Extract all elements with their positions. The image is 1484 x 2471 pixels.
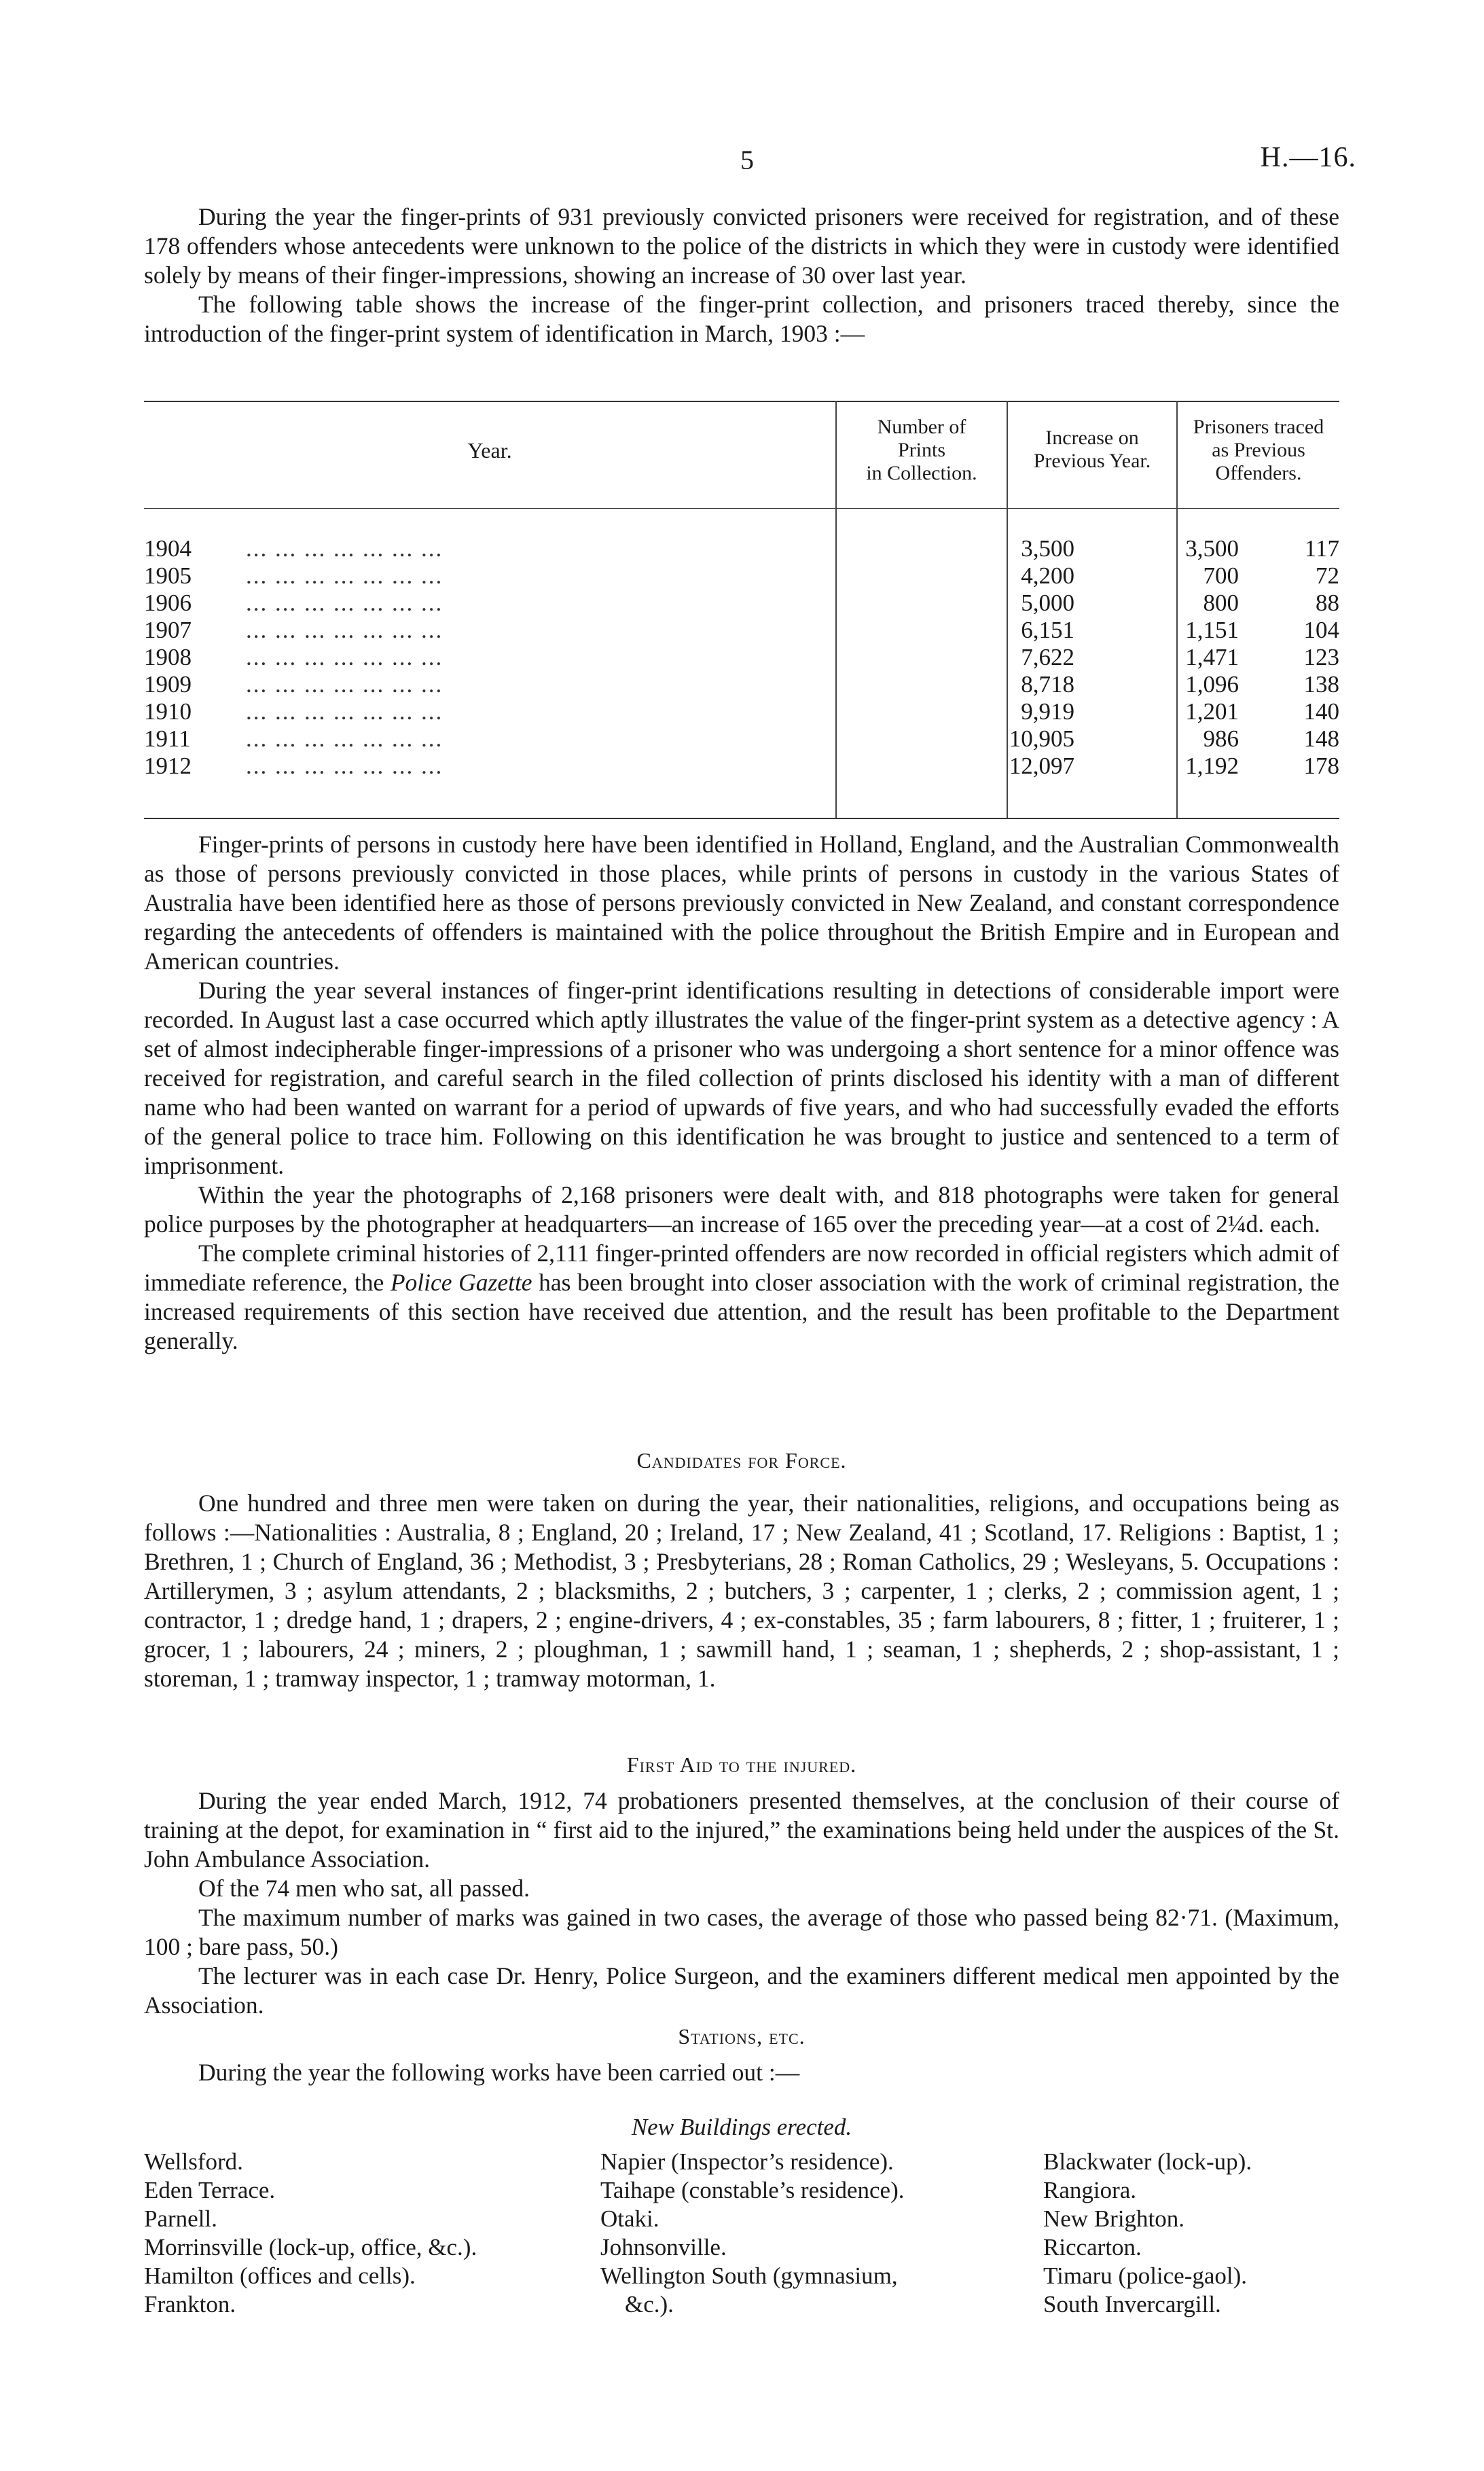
list-item: Johnsonville.: [600, 2234, 727, 2260]
cell-leader-dots: ... ... ... ... ... ... ...: [246, 590, 444, 616]
buildings-column-1: [144, 2148, 477, 2319]
table-row: [144, 562, 1339, 591]
cell-leader-dots: ... ... ... ... ... ... ...: [246, 753, 444, 779]
intro-paragraph-1: During the year the finger-prints of 931 previously convicted prisoners were received for registration, and of these 178 offenders whose antecedents were unknown to the police of the districts in which they were in custody were identified solely by means of their finger-impressions, showing an increase of 30 over last year.: [144, 203, 1339, 289]
heading-candidates: Candidates for Force.: [636, 1448, 847, 1473]
paragraph-detection: During the year several instances of finger-print identifications resulting in detections of considerable import were recorded. In August last a case occurred which aptly illustrates the value of the finger-print system as a detective agency : A set of almost indecipherable finger-impressions of a prisoner who was undergoing a short sentence for a minor offence was received for registration, and careful search in the filed collection of prints disclosed his identity with a man of different name who had been wanted on warrant for a period of upwards of five years, and who had successfully evaded the efforts of the general police to trace him. Following on this identification he was brought to justice and sentenced to a term of imprisonment.: [144, 977, 1339, 1179]
intro-section: [144, 202, 1339, 348]
list-item: Wellsford.: [144, 2148, 243, 2175]
buildings-column-2: [600, 2148, 904, 2319]
cell-year: 1911: [144, 725, 191, 752]
list-item: New Brighton.: [1043, 2205, 1185, 2232]
paragraph-overseas: Finger-prints of persons in custody here have been identified in Holland, England, and the Australian Commonwealth as those of persons previously convicted in those places, while prints of persons in custody in the various States of Australia have been identified here as those of persons previously convicted in New Zealand, and constant correspondence regarding the antecedents of offenders is maintained with the police throughout the British Empire and in European and American countries.: [144, 831, 1339, 975]
cell-year: 1909: [144, 671, 192, 698]
heading-stations: Stations, etc.: [678, 2024, 806, 2049]
cell-year: 1910: [144, 698, 192, 725]
table-row: [144, 590, 1339, 618]
cell-traced: 117: [1304, 535, 1339, 562]
cell-prints: 4,200: [1021, 562, 1074, 589]
cell-traced: 72: [1316, 562, 1339, 589]
header-prints: Number of Prints in Collection.: [866, 416, 977, 484]
subheading-new-buildings: New Buildings erected.: [631, 2114, 852, 2140]
cell-traced: 123: [1303, 644, 1339, 670]
cell-leader-dots: ... ... ... ... ... ... ...: [246, 644, 444, 670]
first-aid-paragraph-1: During the year ended March, 1912, 74 probationers presented themselves, at the conclusion of their course of training at the depot, for examination in “ first aid to the injured,” the examinations being held under the auspices of the St. John Ambulance Association.: [144, 1787, 1339, 1873]
cell-leader-dots: ... ... ... ... ... ... ...: [246, 725, 444, 752]
cell-increase: 700: [1203, 562, 1239, 589]
table-row: [144, 617, 1339, 645]
cell-prints: 8,718: [1021, 671, 1074, 698]
cell-prints: 7,622: [1021, 644, 1074, 670]
cell-increase: 800: [1203, 590, 1239, 616]
table-header-rule: [144, 508, 1339, 509]
list-item: &c.).: [625, 2291, 674, 2317]
list-item: Eden Terrace.: [144, 2177, 276, 2203]
table-top-rule: [144, 401, 1339, 402]
stations-intro: During the year the following works have been carried out :—: [198, 2059, 800, 2086]
list-item: Parnell.: [144, 2205, 217, 2232]
fingerprint-table: [144, 401, 1339, 822]
candidates-section: [144, 1489, 1339, 1693]
list-item: Wellington South (gymnasium,: [600, 2262, 898, 2289]
header-traced: Prisoners traced as Previous Offenders.: [1193, 416, 1324, 484]
identification-section: [144, 830, 1339, 1356]
list-item: Frankton.: [144, 2291, 236, 2317]
cell-increase: 3,500: [1185, 535, 1239, 562]
buildings-column-3: [1043, 2148, 1252, 2319]
cell-year: 1905: [144, 562, 192, 589]
cell-increase: 1,201: [1185, 698, 1239, 725]
cell-prints: 3,500: [1021, 535, 1074, 562]
table-row: [144, 535, 1339, 564]
list-item: Morrinsville (lock-up, office, &c.).: [144, 2234, 477, 2260]
cell-leader-dots: ... ... ... ... ... ... ...: [246, 535, 444, 562]
list-item: Blackwater (lock-up).: [1043, 2148, 1252, 2175]
cell-year: 1904: [144, 535, 192, 562]
header-increase: Increase on Previous Year.: [1033, 427, 1151, 472]
cell-year: 1906: [144, 590, 192, 616]
list-item: Taihape (constable’s residence).: [600, 2177, 905, 2203]
list-item: Timaru (police-gaol).: [1043, 2262, 1248, 2289]
table-row: [144, 725, 1339, 754]
document-reference: H.—16.: [1260, 142, 1356, 173]
cell-leader-dots: ... ... ... ... ... ... ...: [246, 671, 444, 698]
cell-prints: 9,919: [1021, 698, 1074, 725]
list-item: Napier (Inspector’s residence).: [600, 2148, 894, 2175]
table-row: [144, 753, 1339, 781]
cell-increase: 1,192: [1185, 753, 1239, 779]
intro-paragraph-2: The following table shows the increase of the finger-print collection, and prisoners traced thereby, since the introduction of the finger-print system of identification in March, 1903 :—: [144, 291, 1339, 347]
cell-leader-dots: ... ... ... ... ... ... ...: [246, 562, 444, 589]
cell-prints: 6,151: [1021, 617, 1074, 643]
first-aid-paragraph-3: The maximum number of marks was gained in two cases, the average of those who passed being 82·71. (Maximum, 100 ; bare pass, 50.): [144, 1904, 1339, 1960]
cell-traced: 140: [1303, 698, 1339, 725]
first-aid-paragraph-4: The lecturer was in each case Dr. Henry, Police Surgeon, and the examiners different medical men appointed by the Association.: [144, 1962, 1339, 2019]
first-aid-section: [144, 1786, 1339, 2020]
header-year: Year.: [467, 438, 512, 463]
list-item: Riccarton.: [1043, 2234, 1142, 2260]
cell-prints: 5,000: [1021, 590, 1074, 616]
paragraph-photographs: Within the year the photographs of 2,168 prisoners were dealt with, and 818 photographs were taken for general police purposes by the photographer at headquarters—an increase of 165 over the preceding year—at a cost of 2¼d. each.: [144, 1181, 1339, 1238]
list-item: Otaki.: [600, 2205, 659, 2232]
cell-increase: 1,471: [1185, 644, 1239, 670]
cell-traced: 178: [1303, 753, 1339, 779]
cell-year: 1908: [144, 644, 192, 670]
cell-increase: 986: [1203, 725, 1239, 752]
table-row: [144, 698, 1339, 727]
cell-increase: 1,151: [1185, 617, 1239, 643]
heading-first-aid: First Aid to the injured.: [626, 1752, 857, 1777]
list-item: South Invercargill.: [1043, 2291, 1221, 2317]
cell-traced: 104: [1303, 617, 1339, 643]
cell-increase: 1,096: [1185, 671, 1239, 698]
table-row: [144, 671, 1339, 700]
cell-traced: 148: [1303, 725, 1339, 752]
publication-title: Police Gazette: [390, 1269, 532, 1296]
cell-traced: 138: [1303, 671, 1339, 698]
cell-year: 1907: [144, 617, 192, 643]
paragraph-histories: The complete criminal histories of 2,111 finger-printed offenders are now recorded in official registers which admit of immediate reference, the Police Gazette has been brought into closer association with the work of criminal registration, the increased requirements of this section have received due attention, and the result has been profitable to the Department generally.: [144, 1240, 1340, 1354]
page-number: 5: [740, 145, 754, 175]
first-aid-paragraph-2: Of the 74 men who sat, all passed.: [198, 1875, 530, 1902]
cell-leader-dots: ... ... ... ... ... ... ...: [246, 698, 444, 725]
cell-prints: 12,097: [1009, 753, 1074, 779]
list-item: Rangiora.: [1043, 2177, 1137, 2203]
cell-prints: 10,905: [1009, 725, 1074, 752]
cell-year: 1912: [144, 753, 192, 779]
table-bottom-rule: [144, 818, 1339, 819]
cell-leader-dots: ... ... ... ... ... ... ...: [246, 617, 444, 643]
table-row: [144, 644, 1339, 672]
candidates-paragraph: One hundred and three men were taken on during the year, their nationalities, religions, and occupations being as follows :—Nationalities : Australia, 8 ; England, 20 ; Ireland, 17 ; New Zealand, 41 ; Scotland, 17. Religions : Baptist, 1 ; Brethren, 1 ; Church of England, 36 ; Methodist, 3 ; Presbyterians, 28 ; Roman Catholics, 29 ; Wesleyans, 5. Occupations : Artillerymen, 3 ; asylum attendants, 2 ; blacksmiths, 2 ; butchers, 3 ; carpenter, 1 ; clerks, 2 ; commission agent, 1 ; contractor, 1 ; dredge hand, 1 ; drapers, 2 ; engine-drivers, 4 ; ex-constables, 35 ; farm labourers, 8 ; fitter, 1 ; fruiterer, 1 ; grocer, 1 ; labourers, 24 ; miners, 2 ; ploughman, 1 ; sawmill hand, 1 ; seaman, 1 ; shepherds, 2 ; shop-assistant, 1 ; storeman, 1 ; tramway inspector, 1 ; tramway motorman, 1.: [144, 1490, 1339, 1692]
list-item: Hamilton (offices and cells).: [144, 2262, 416, 2289]
cell-traced: 88: [1316, 590, 1339, 616]
stations-intro-section: [144, 2058, 1339, 2087]
